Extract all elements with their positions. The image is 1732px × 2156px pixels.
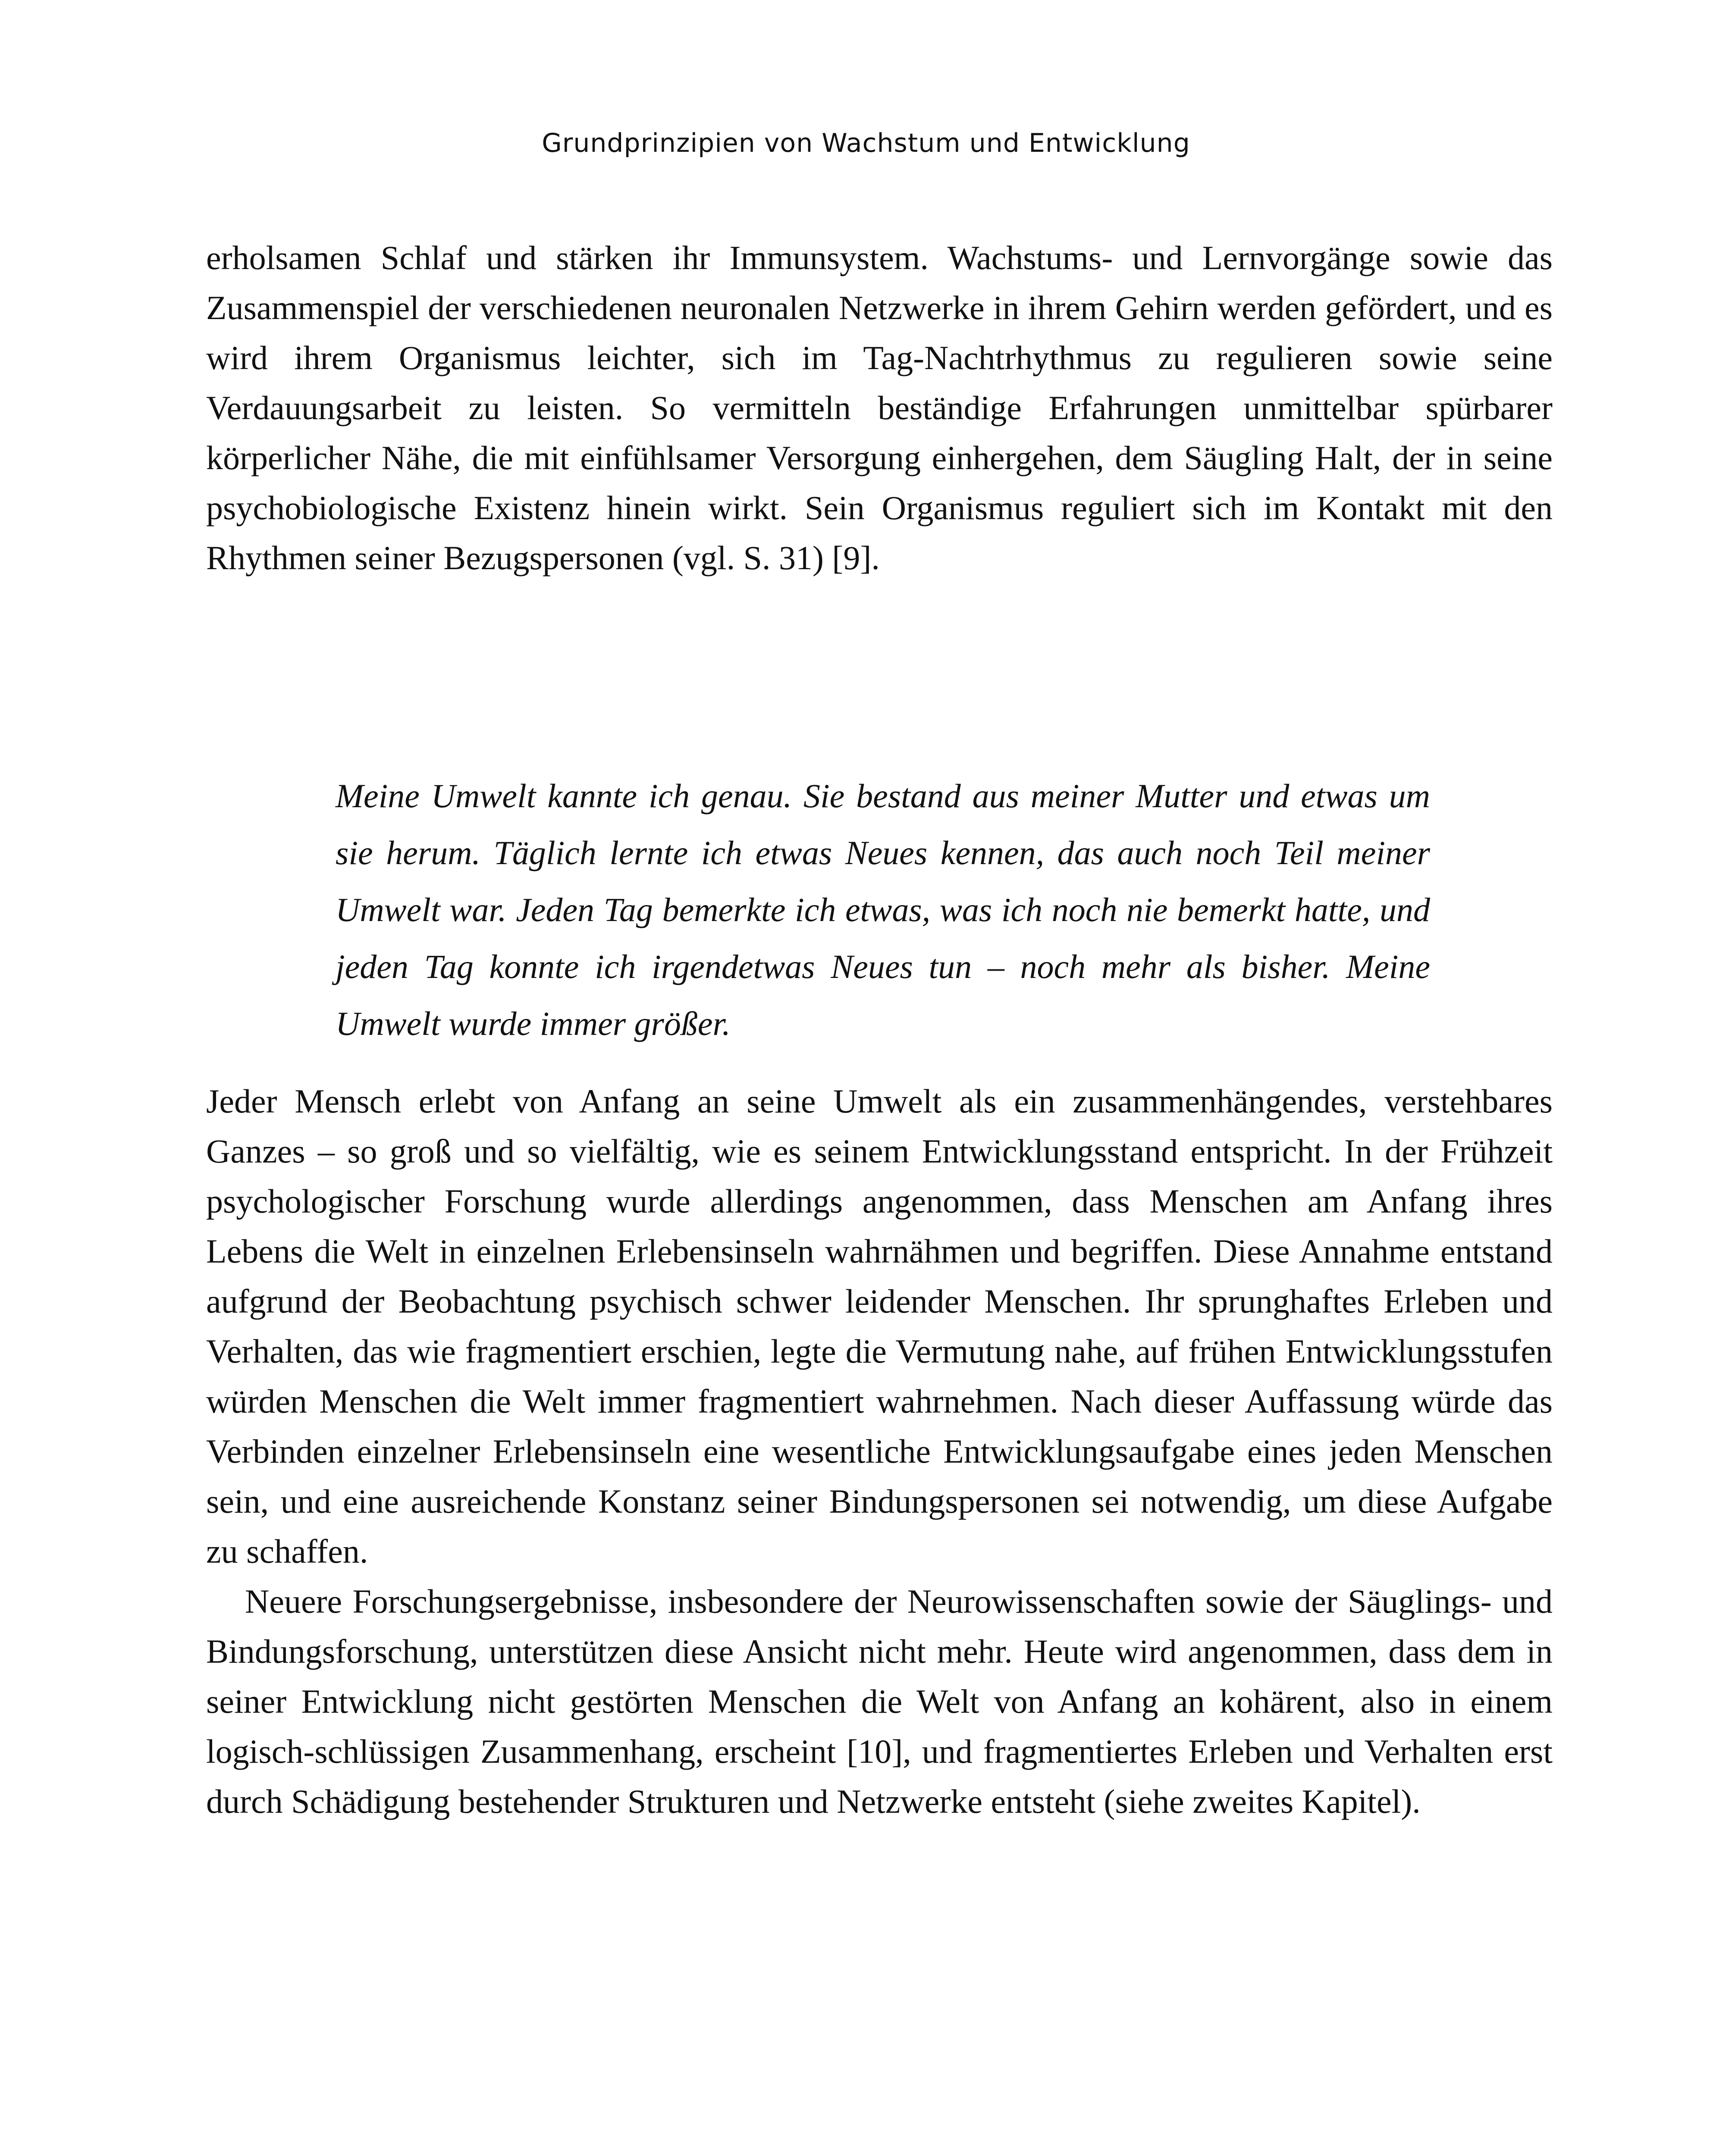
body-paragraph-3: Neuere Forschungsergebnisse, insbesondere der Neurowissenschaften sowie der Säuglings- und Bindungsforschung, unterstützen diese Ansicht nicht mehr. Heute wird angenommen, dass dem in seiner Entwicklung nicht gestörten Menschen die Welt von Anfang an kohärent, also in einem logisch-schlüssigen Zusammenhang, erscheint [10], und fragmentiertes Erleben und Verhalten erst durch Schädigung bestehender Strukturen und Netzwerke entsteht (siehe zweites Kapitel). (206, 1583, 1553, 1820)
body-paragraphs (206, 1076, 1553, 1827)
paragraph-text: erholsamen Schlaf und stärken ihr Immunsystem. Wachstums- und Lernvorgänge sowie das Zusammenspiel der verschiedenen neuronalen Netzwerke in ihrem Gehirn werden gefördert, und es wird ihrem Organismus leichter, sich im Tag-Nachtrhythmus zu regulieren sowie seine Verdauungsarbeit zu leisten. So vermitteln beständige Erfahrungen unmittelbar spürbarer körperlicher Nähe, die mit einfühlsamer Versorgung einhergehen, dem Säugling Halt, der in seine psychobiologische Existenz hinein wirkt. Sein Organismus reguliert sich im Kontakt mit den Rhythmen seiner Bezugspersonen (vgl. S. 31) [9]. (206, 239, 1553, 577)
running-header: Grundprinzipien von Wachstum und Entwicklung (542, 128, 1190, 158)
block-quote: Meine Umwelt kannte ich genau. Sie bestand aus meiner Mutter und etwas um sie herum. Täglich lernte ich etwas Neues kennen, das auch noch Teil meiner Umwelt war. Jeden Tag bemerkte ich etwas, was ich noch nie bemerkt hatte, und jeden Tag konnte ich irgendetwas Neues tun – noch mehr als bisher. Meine Umwelt wurde immer größer. (336, 777, 1430, 1042)
body-paragraph-2: Jeder Mensch erlebt von Anfang an seine Umwelt als ein zusammenhängendes, verstehbares Ganzes – so groß und so vielfältig, wie es seinem Entwicklungsstand entspricht. In der Frühzeit psychologischer Forschung wurde allerdings angenommen, dass Menschen am Anfang ihres Lebens die Welt in einzelnen Erlebensinseln wahrnähmen und begriffen. Diese Annahme entstand aufgrund der Beobachtung psychisch schwer leidender Menschen. Ihr sprunghaftes Erleben und Verhalten, das wie fragmentiert erschien, legte die Vermutung nahe, auf frühen Entwicklungsstufen würden Menschen die Welt immer fragmentiert wahrnehmen. Nach dieser Auffassung würde das Verbinden einzelner Erlebensinseln eine wesentliche Entwicklungsaufgabe eines jeden Menschen sein, und eine ausreichende Konstanz seiner Bindungspersonen sei notwendig, um diese Aufgabe zu schaffen. (206, 1082, 1553, 1570)
body-paragraph-1 (206, 233, 1553, 583)
